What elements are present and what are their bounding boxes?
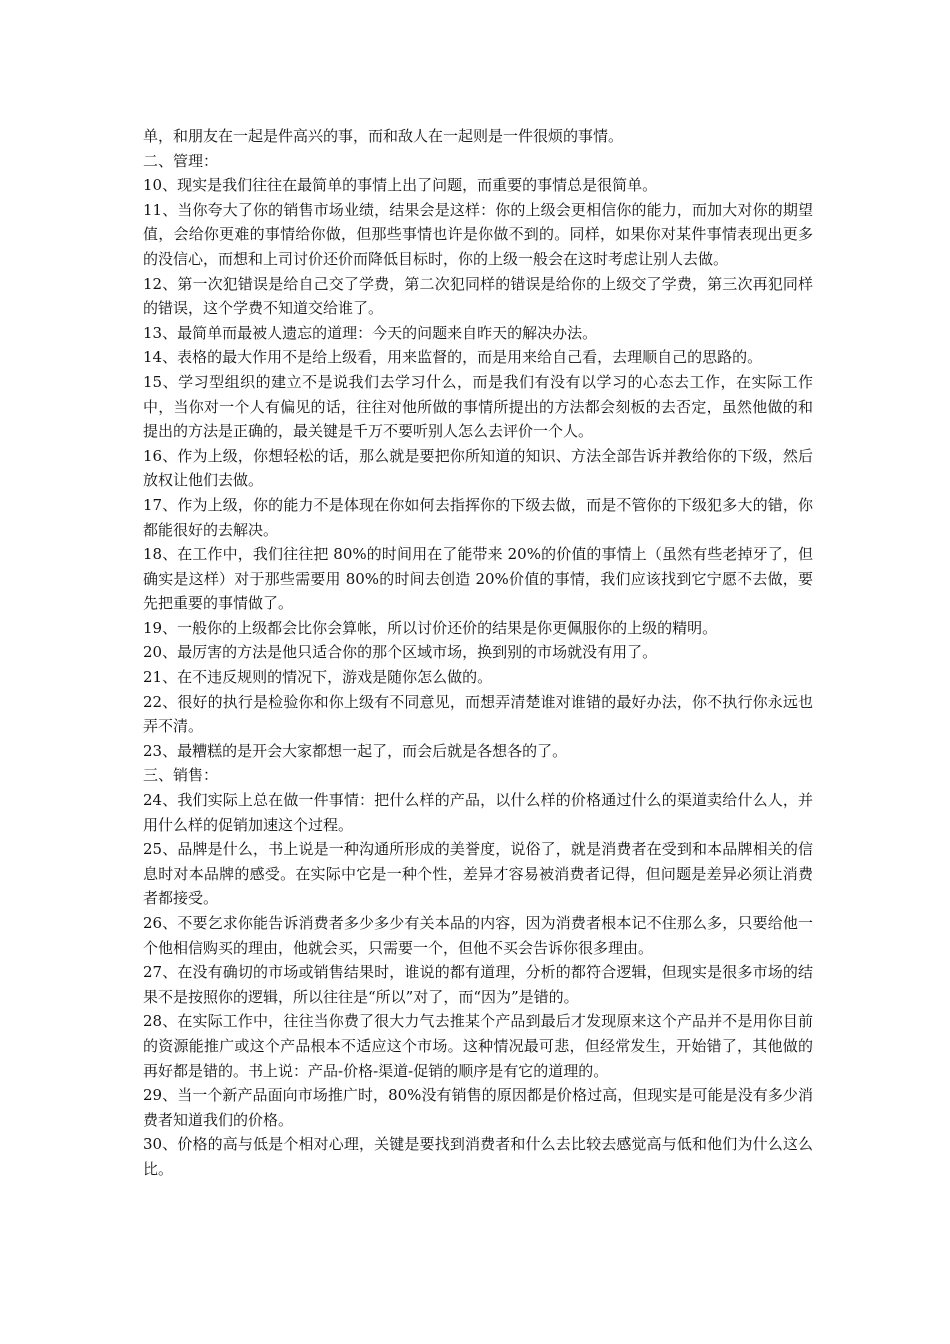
paragraph-28: 28、在实际工作中，往往当你费了很大力气去推某个产品到最后才发现原来这个产品并不是用你目前的资源能推广或这个产品根本不适应这个市场。这种情况最可悲，但经常发生，开始错了，其他做的再好都是错的。书上说：产品-价格-渠道-促销的顺序是有它的道理的。 <box>143 1012 813 1080</box>
paragraph-17: 17、作为上级，你的能力不是体现在你如何去指挥你的下级去做，而是不管你的下级犯多大的错，你都能很好的去解决。 <box>143 495 813 539</box>
paragraph-24: 24、我们实际上总在做一件事情：把什么样的产品，以什么样的价格通过什么的渠道卖给什么人，并用什么样的促销加速这个过程。 <box>143 791 813 834</box>
paragraph-23: 23、最糟糕的是开会大家都想一起了，而会后就是各想各的了。 <box>143 741 568 760</box>
paragraph-26: 26、不要乞求你能告诉消费者多少多少有关本品的内容，因为消费者根本记不住那么多，只要给他一个他相信购买的理由，他就会买，只需要一个，但他不买会告诉你很多理由。 <box>143 914 813 957</box>
paragraph-13: 13、最简单而最被人遗忘的道理：今天的问题来自昨天的解决办法。 <box>143 323 598 342</box>
paragraph-27: 27、在没有确切的市场或销售结果时，谁说的都有道理，分析的都符合逻辑，但现实是很多市场的结果不是按照你的逻辑，所以往往是“所以”对了，而“因为”是错的。 <box>143 963 813 1006</box>
paragraph-15: 15、学习型组织的建立不是说我们去学习什么，而是我们有没有以学习的心态去工作，在实际工作中，当你对一个人有偏见的话，往往对他所做的事情所提出的方法都会刻板的去否定，虽然他做的和提出的方法是正确的，最关键是千万不要听别人怎么去评价一个人。 <box>143 372 813 441</box>
paragraph-11: 11、当你夸大了你的销售市场业绩，结果会是这样：你的上级会更相信你的能力，而加大对你的期望值，会给你更难的事情给你做，但那些事情也许是你做不到的。同样，如果你对某件事情表现出更多的没信心，而想和上司讨价还价而降低目标时，你的上级一般会在这时考虑让别人去做。 <box>143 200 813 268</box>
paragraph-continuation: 单，和朋友在一起是件高兴的事，而和敌人在一起则是一件很烦的事情。 <box>143 127 624 145</box>
paragraph-12: 12、第一次犯错误是给自己交了学费，第二次犯同样的错误是给你的上级交了学费，第三次再犯同样的错误，这个学费不知道交给谁了。 <box>143 274 813 318</box>
paragraph-16: 16、作为上级，你想轻松的话，那么就是要把你所知道的知识、方法全部告诉并教给你的下级，然后放权让他们去做。 <box>143 446 813 490</box>
paragraph-18: 18、在工作中，我们往往把 80%的时间用在了能带来 20%的价值的事情上（虽然有些老掉牙了，但确实是这样）对于那些需要用 80%的时间去创造 20%价值的事情，我们应该找到它宁愿不去做，要先把重要的事情做了。 <box>143 545 813 613</box>
paragraph-29: 29、当一个新产品面向市场推广时，80%没有销售的原因都是价格过高，但现实是可能是没有多少消费者知道我们的价格。 <box>143 1086 813 1129</box>
section-heading-sales: 三、销售： <box>143 766 219 785</box>
paragraph-14: 14、表格的最大作用不是给上级看，用来监督的，而是用来给自己看，去理顺自己的思路的。 <box>143 348 763 367</box>
paragraph-30: 30、价格的高与低是个相对心理，关键是要找到消费者和什么去比较去感觉高与低和他们为什么这么比。 <box>143 1135 813 1178</box>
paragraph-25: 25、品牌是什么，书上说是一种沟通所形成的美誉度，说俗了，就是消费者在受到和本品牌相关的信息时对本品牌的感受。在实际中它是一种个性，差异才容易被消费者记得，但问题是差异必须让消费者都接受。 <box>143 840 813 908</box>
paragraph-21: 21、在不违反规则的情况下，游戏是随你怎么做的。 <box>143 668 493 687</box>
paragraph-10: 10、现实是我们往往在最简单的事情上出了问题，而重要的事情总是很简单。 <box>143 176 658 195</box>
paragraph-20: 20、最厉害的方法是他只适合你的那个区域市场，换到别的市场就没有用了。 <box>143 643 658 662</box>
document-body <box>143 124 813 1182</box>
paragraph-19: 19、一般你的上级都会比你会算帐，所以讨价还价的结果是你更佩服你的上级的精明。 <box>143 618 718 637</box>
section-heading-management: 二、管理： <box>143 151 219 170</box>
paragraph-22: 22、很好的执行是检验你和你上级有不同意见，而想弄清楚谁对谁错的最好办法，你不执行你永远也弄不清。 <box>143 692 813 736</box>
